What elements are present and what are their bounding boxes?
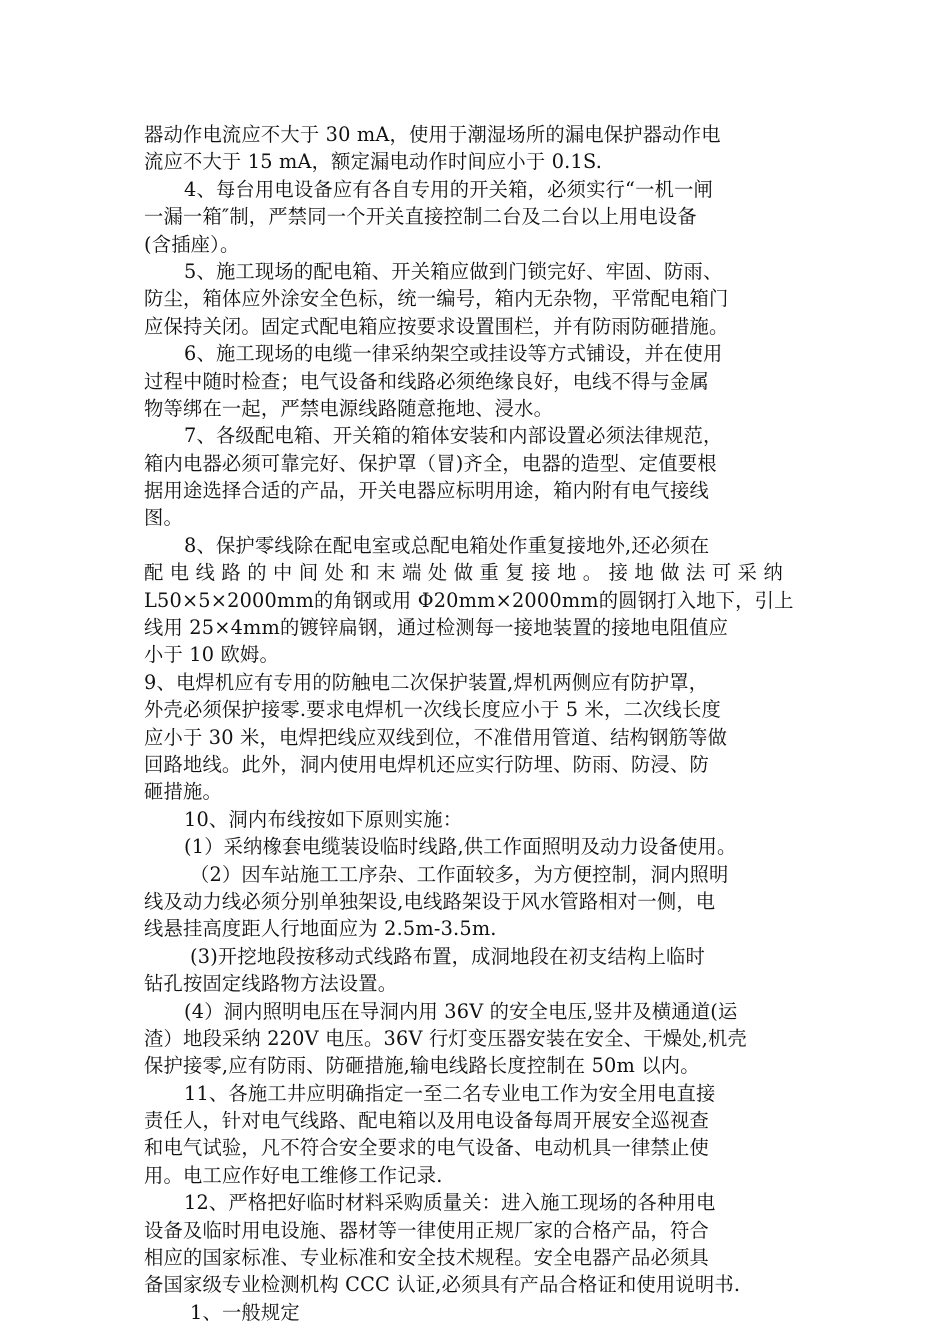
text-line: 外壳必须保护接零.要求电焊机一次线长度应小于 5 米，二次线长度 bbox=[144, 698, 721, 722]
text-line: 钻孔按固定线路物方法设置。 bbox=[144, 972, 398, 996]
text-line: 设备及临时用电设施、器材等一律使用正规厂家的合格产品，符合 bbox=[144, 1218, 709, 1242]
text-line: 6、施工现场的电缆一律采纳架空或挂设等方式铺设，并在使用 bbox=[184, 342, 723, 366]
text-line: 流应不大于 15 mA，额定漏电动作时间应小于 0.1S. bbox=[144, 150, 603, 174]
text-line: (1）采纳橡套电缆装设临时线路,供工作面照明及动力设备使用。 bbox=[184, 835, 737, 859]
text-line: 渣）地段采纳 220V 电压。36V 行灯变压器安装在安全、干燥处,机壳 bbox=[144, 1026, 747, 1050]
text-line: 线及动力线必须分别单独架设,电线路架设于风水管路相对一侧，电 bbox=[144, 889, 716, 913]
text-line: 一漏一箱″制，严禁同一个开关直接控制二台及二台以上用电设备 bbox=[144, 205, 697, 229]
text-line: 1、一般规定 bbox=[190, 1300, 300, 1324]
text-line: (3)开挖地段按移动式线路布置，成洞地段在初支结构上临时 bbox=[190, 944, 705, 968]
text-line: (含插座）。 bbox=[144, 232, 240, 256]
text-line: 责任人，针对电气线路、配电箱以及用电设备每周开展安全巡视查 bbox=[144, 1109, 709, 1133]
text-line: 4、每台用电设备应有各自专用的开关箱，必须实行“一机一闸 bbox=[184, 177, 714, 201]
text-line: 小于 10 欧姆。 bbox=[144, 643, 279, 667]
text-line: 防尘，箱体应外涂安全色标，统一编号，箱内无杂物，平常配电箱门 bbox=[144, 287, 729, 311]
text-line: 8、保护零线除在配电室或总配电箱处作重复接地外,还必须在 bbox=[184, 533, 710, 557]
text-line: 应保持关闭。固定式配电箱应按要求设置围栏，并有防雨防砸措施。 bbox=[144, 314, 729, 338]
text-line: 9、电焊机应有专用的防触电二次保护装置,焊机两侧应有防护罩， bbox=[144, 670, 709, 694]
text-line: 线悬挂高度距人行地面应为 2.5m-3.5m. bbox=[144, 917, 497, 941]
text-line: 器动作电流应不大于 30 mA，使用于潮湿场所的漏电保护器动作电 bbox=[144, 123, 721, 146]
text-line: （2）因车站施工工序杂、工作面较多，为方便控制，洞内照明 bbox=[190, 862, 729, 886]
text-line: 备国家级专业检测机构 CCC 认证,必须具有产品合格证和使用说明书. bbox=[144, 1273, 741, 1297]
text-line: 5、施工现场的配电箱、开关箱应做到门锁完好、牢固、防雨、 bbox=[184, 259, 723, 283]
text-line: 回路地线。此外，洞内使用电焊机还应实行防埋、防雨、防浸、防 bbox=[144, 752, 709, 776]
text-line: 用。电工应作好电工维修工作记录. bbox=[144, 1163, 443, 1187]
text-line: 物等绑在一起，严禁电源线路随意拖地、浸水。 bbox=[144, 396, 554, 420]
text-line: 保护接零,应有防雨、防砸措施,输电线路长度控制在 50m 以内。 bbox=[144, 1054, 700, 1078]
text-line: (4）洞内照明电压在导洞内用 36V 的安全电压,竖井及横通道(运 bbox=[184, 999, 738, 1023]
text-line: 箱内电器必须可靠完好、保护罩（冒)齐全，电器的造型、定值要根 bbox=[144, 451, 717, 475]
text-line: 和电气试验，凡不符合安全要求的电气设备、电动机具一律禁止使 bbox=[144, 1136, 709, 1160]
text-line: 7、各级配电箱、开关箱的箱体安装和内部设置必须法律规范， bbox=[184, 424, 723, 448]
text-line: 应小于 30 米，电焊把线应双线到位，不准借用管道、结构钢筋等做 bbox=[144, 725, 728, 749]
text-line: 配 电 线 路 的 中 间 处 和 末 端 处 做 重 复 接 地 。 接 地 做 法 可 采 纳 bbox=[144, 561, 783, 585]
text-line: 11、各施工井应明确指定一至二名专业电工作为安全用电直接 bbox=[184, 1081, 716, 1105]
body-text bbox=[144, 121, 808, 1326]
text-line: 砸措施。 bbox=[144, 780, 222, 804]
text-line: L50×5×2000mm的角钢或用 Φ20mm×2000mm的圆钢打入地下，引上 bbox=[144, 588, 794, 612]
text-line: 线用 25×4mm的镀锌扁钢，通过检测每一接地装置的接地电阻值应 bbox=[144, 616, 729, 640]
text-line: 10、洞内布线按如下原则实施： bbox=[184, 807, 463, 831]
text-line: 过程中随时检查；电气设备和线路必须绝缘良好，电线不得与金属 bbox=[144, 369, 709, 393]
text-line: 图。 bbox=[144, 506, 183, 530]
text-line: 据用途选择合适的产品，开关电器应标明用途，箱内附有电气接线 bbox=[144, 479, 709, 503]
text-line: 相应的国家标准、专业标准和安全技术规程。安全电器产品必须具 bbox=[144, 1246, 709, 1270]
text-line: 12、严格把好临时材料采购质量关：进入施工现场的各种用电 bbox=[184, 1191, 716, 1215]
